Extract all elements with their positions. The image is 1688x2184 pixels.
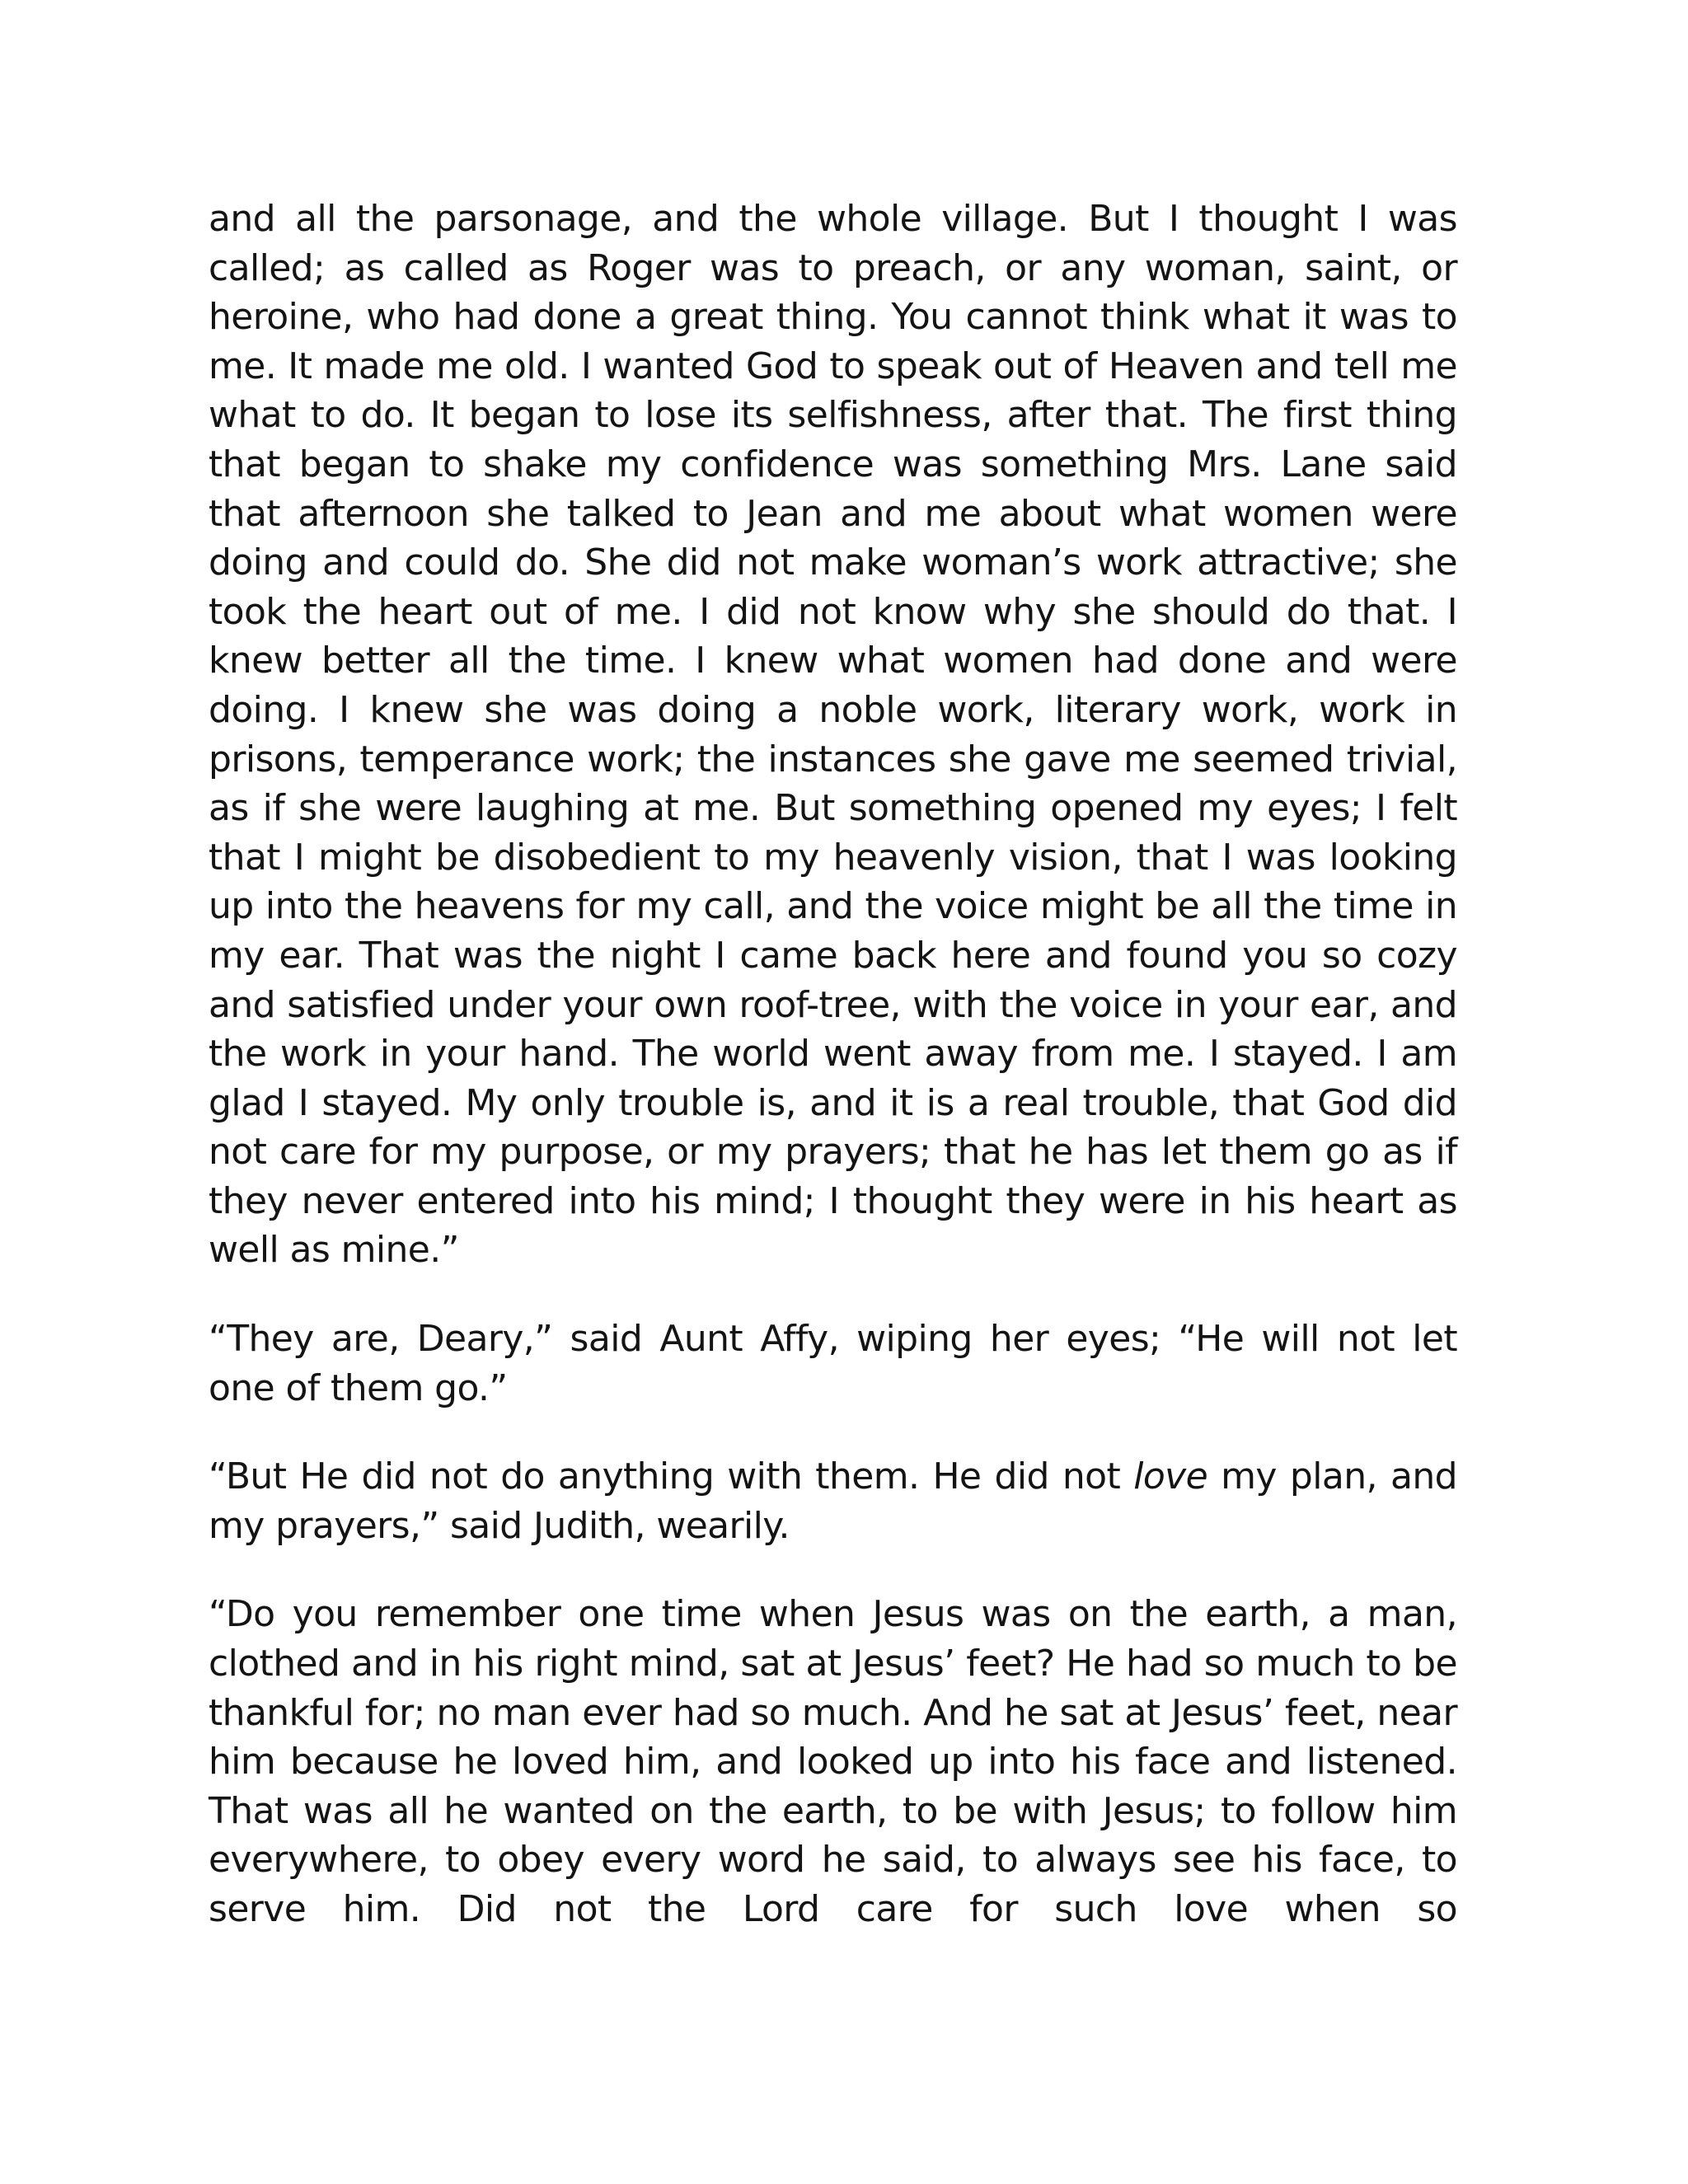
paragraph-judith-response (209, 1452, 1457, 1550)
page-body (209, 194, 1457, 1974)
paragraph-aunt-affy-reply: “They are, Deary,” said Aunt Affy, wiping her eyes; “He will not let one of them go.” (209, 1318, 1457, 1409)
paragraph-judith-speech: and all the parsonage, and the whole village. But I thought I was called; as called as Roger was to preach, or any woman, saint, or heroine, who had done a great thing. You cannot think what it was to me. It made me old. I wanted God to speak out of Heaven and tell me what to do. It began to lose its selfishness, after that. The first thing that began to shake my confidence was something Mrs. Lane said that afternoon she talked to Jean and me about what women were doing and could do. She did not make woman’s work attractive; she took the heart out of me. I did not know why she should do that. I knew better all the time. I knew what women had done and were doing. I knew she was doing a noble work, literary work, work in prisons, temperance work; the instances she gave me seemed trivial, as if she were laughing at me. But something opened my eyes; I felt that I might be disobedient to my heavenly vision, that I was looking up into the heavens for my call, and the voice might be all the time in my ear. That was the night I came back here and found you so cozy and satisfied under your own roof-tree, with the voice in your ear, and the work in your hand. The world went away from me. I stayed. I am glad I stayed. My only trouble is, and it is a real trouble, that God did not care for my purpose, or my prayers; that he has let them go as if they never entered into his mind; I thought they were in his heart as well as mine.” (209, 198, 1457, 1272)
paragraph-text-start: “But He did not do anything with them. He did not (209, 1455, 1134, 1498)
paragraph-text-end: my plan, and my prayers,” said Judith, wearily. (209, 1455, 1457, 1547)
paragraph-aunt-affy-story: “Do you remember one time when Jesus was on the earth, a man, clothed and in his right mind, sat at Jesus’ feet? He had so much to be thankful for; no man ever had so much. And he sat at Jesus’ feet, near him because he loved him, and looked up into his face and listened. That was all he wanted on the earth, to be with Jesus; to follow him everywhere, to obey every word he said, to always see his face, to serve him. Did not the Lord care for such love when so (209, 1593, 1457, 1930)
italic-emphasis: love (1133, 1455, 1208, 1498)
